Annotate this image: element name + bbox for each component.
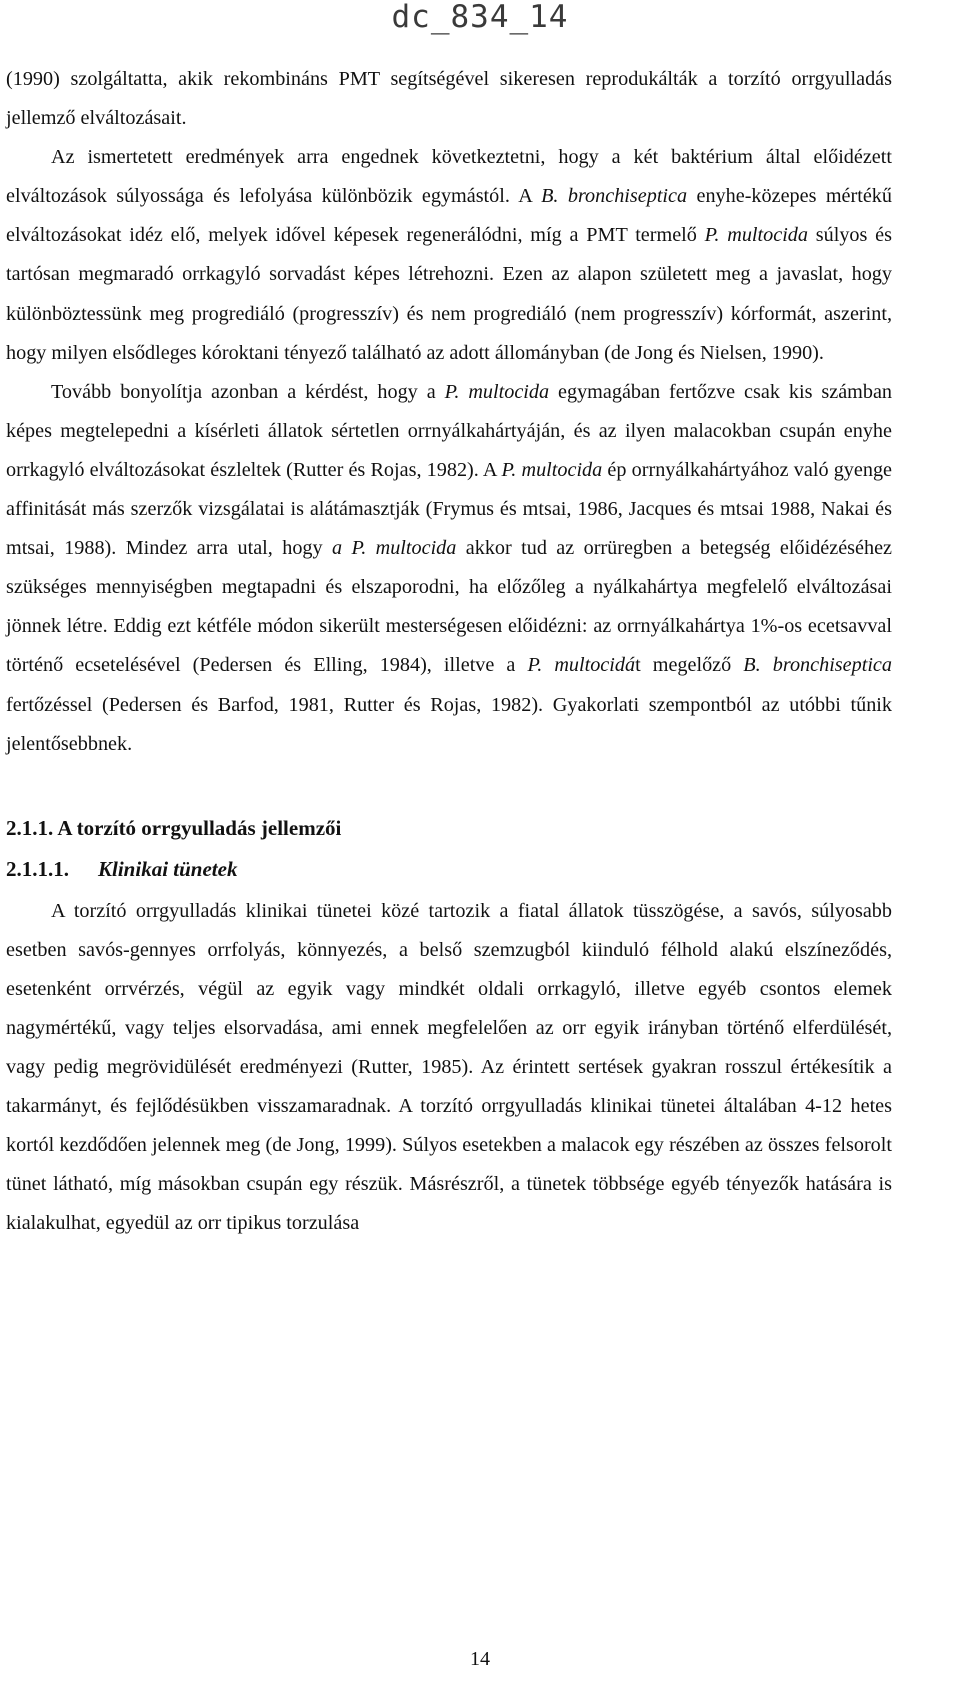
body-paragraph	[6, 373, 892, 764]
text-run: Tovább bonyolítja azonban a kérdést, hogy a	[51, 380, 445, 403]
text-run: (1990) szolgáltatta, akik rekombináns PMT segítségével sikeresen reprodukálták a torzító orrgyulladás jellemző elváltozásait.	[6, 68, 892, 130]
subsection-heading	[6, 849, 892, 890]
species-name: B. bronchiseptica	[541, 185, 688, 208]
text-run: t megelőző	[635, 654, 744, 677]
species-name: P. multocida	[501, 458, 603, 481]
species-name: P. multocida	[444, 380, 550, 403]
text-run: enyhe-közepes mértékű elváltozásokat idéz elő, melyek idővel képesek regenerálódni, míg a PMT termelő	[6, 185, 892, 247]
species-name: a P. multocida	[331, 537, 457, 560]
subsection-title: Klinikai tünetek	[98, 856, 238, 881]
species-name: B. bronchiseptica	[743, 654, 892, 677]
text-run: Az ismertetett eredmények arra engednek következtetni, hogy a két baktérium által előidézett elváltozások súlyossága és lefolyása különbözik egymástól. A	[6, 146, 892, 208]
document-id-header: dc_834_14	[391, 0, 569, 35]
text-run: A torzító orrgyulladás klinikai tünetei közé tartozik a fiatal állatok tüsszögése, a savós, súlyosabb esetben savós-gennyes orrfolyás, könnyezés, a belső szemzugból kiinduló félhold alakú elszíneződés, esetenként orrvérzés, végül az egyik vagy mindkét oldali orrkagyló, illetve egyéb csontos elemek nagymértékű, vagy teljes elsorvadása, ami ennek megfelelően az orr egyik irányban történő elferdülését, vagy pedig megrövidülését eredményezi (Rutter, 1985). Az érintett sertések gyakran rosszul értékesítik a takarmányt, és fejlődésükben visszamaradnak. A torzító orrgyulladás klinikai tünetei általában 4-12 hetes kortól kezdődően jelennek meg (de Jong, 1999). Súlyos esetekben a malacok egy részében az összes felsorolt tünet látható, míg másokban csupán egy részük. Másrészről, a tünetek többsége egyéb tényezők hatására is kialakulhat, egyedül az orr tipikus torzulása	[6, 899, 892, 1235]
body-paragraph	[6, 60, 892, 138]
clinical-signs-paragraph	[6, 892, 892, 1244]
species-name: P. multocida	[704, 224, 808, 247]
page-number: 14	[470, 1648, 490, 1670]
species-name: P. multocidá	[527, 654, 636, 677]
text-run: súlyos és tartósan megmaradó orrkagyló sorvadást képes létrehozni. Ezen az alapon született meg a javaslat, hogy különböztessünk meg progrediáló (progresszív) és nem progrediáló (nem progresszív) kórformát, aszerint, hogy milyen elsődleges kóroktani tényező található az adott állományban (de Jong és Nielsen, 1990).	[6, 224, 892, 364]
body-paragraph	[6, 138, 892, 373]
text-run: ép orrnyálkahártyához való gyenge affinitását más szerzők vizsgálatai is alátámasztják (Frymus és mtsai, 1986, Jacques és mtsai 1988, Nakai és mtsai, 1988). Mindez arra utal, hogy	[6, 458, 893, 560]
main-text	[6, 60, 892, 1244]
section-heading: 2.1.1. A torzító orrgyulladás jellemzői	[6, 815, 342, 840]
text-run: fertőzéssel (Pedersen és Barfod, 1981, Rutter és Rojas, 1982). Gyakorlati szempontból az utóbbi tűnik jelentősebbnek.	[6, 693, 892, 755]
text-run: akkor tud az orrüregben a betegség előidézéséhez szükséges mennyiségben megtapadni és elszaporodni, ha előzőleg a nyálkahártya megfelelő elváltozásai jönnek létre. Eddig ezt kétféle módon sikerült mesterségesen előidézni: az orrnyálkahártya 1%-os ecetsavval történő ecsetelésével (Pedersen és Elling, 1984), illetve a	[6, 537, 892, 677]
text-run: egymagában fertőzve csak kis számban képes megtelepedni a kísérleti állatok sértetlen orrnyálkahártyáján, és az ilyen malacokban csupán enyhe orrkagyló elváltozásokat észleltek (Rutter és Rojas, 1982). A	[6, 380, 893, 481]
subsection-number: 2.1.1.1.	[6, 856, 69, 881]
